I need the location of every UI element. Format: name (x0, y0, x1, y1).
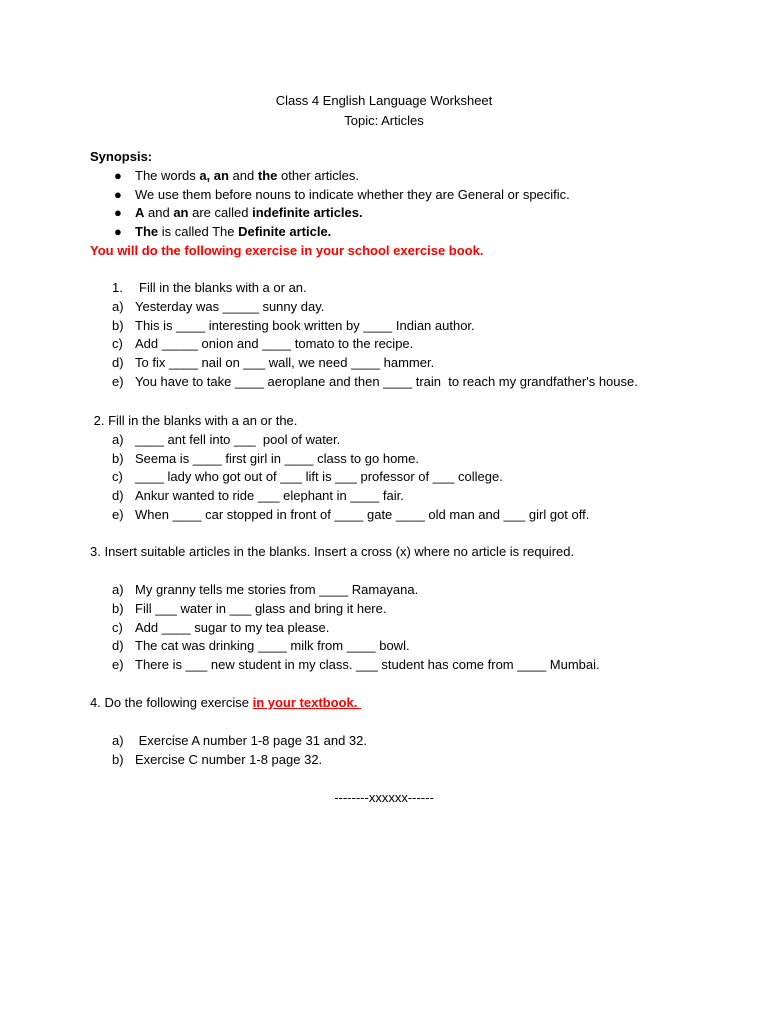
bullet-text: We use them before nouns to indicate whether they are General or specific. (135, 186, 570, 202)
synopsis-bullet-1 (90, 167, 750, 186)
question-4-items (90, 732, 750, 770)
item-text: Exercise A number 1-8 page 31 and 32. (135, 733, 367, 748)
bullet-text: other articles. (277, 167, 360, 183)
item-text: You have to take ____ aeroplane and then ____ train to reach my grandfather's house. (135, 373, 638, 389)
bullet-text: The words (135, 167, 200, 183)
bullet-text-bold: indefinite articles. (252, 205, 363, 221)
worksheet-header (0, 91, 768, 131)
item-letter: a) (112, 431, 124, 447)
question-2 (90, 412, 750, 525)
item-text: ____ ant fell into ___ pool of water. (135, 431, 341, 447)
bullet-text-bold: a, an (199, 167, 229, 183)
item-text: Yesterday was _____ sunny day. (135, 298, 325, 314)
item-letter: b) (112, 450, 124, 466)
end-separator: --------xxxxxx------ (334, 790, 434, 805)
question-1 (90, 279, 750, 392)
list-item (90, 600, 750, 619)
item-letter: e) (112, 373, 124, 389)
bullet-text-bold: The (135, 224, 159, 240)
item-text: Ankur wanted to ride ___ elephant in ____ fair. (135, 488, 404, 504)
bullet-icon: ● (114, 224, 122, 240)
list-item (90, 373, 750, 392)
question-2-instruction: 2. Fill in the blanks with a an or the. (90, 413, 298, 428)
item-text: My granny tells me stories from ____ Ramayana. (135, 582, 419, 597)
item-text: Seema is ____ first girl in ____ class to go home. (135, 450, 419, 466)
bullet-text: and (228, 167, 258, 183)
list-item (90, 431, 750, 450)
list-item (90, 751, 750, 770)
bullet-text: are called (188, 205, 253, 221)
item-text: To fix ____ nail on ___ wall, we need ____ hammer. (135, 355, 435, 371)
list-item (90, 487, 750, 506)
list-item (90, 581, 750, 600)
worksheet-title: Class 4 English Language Worksheet (275, 93, 493, 108)
synopsis-bullet-3 (90, 204, 750, 223)
list-item (90, 506, 750, 525)
list-item (90, 335, 750, 354)
list-item (90, 317, 750, 336)
list-item (90, 656, 750, 675)
item-letter: a) (112, 733, 124, 748)
list-item (90, 298, 750, 317)
bullet-text: and (144, 205, 174, 221)
item-text: ____ lady who got out of ___ lift is ___ professor of ___ college. (135, 469, 503, 485)
question-3-instruction: 3. Insert suitable articles in the blanks. Insert a cross (x) where no article is required. (90, 544, 575, 559)
synopsis-heading: Synopsis: (90, 149, 153, 164)
item-letter: d) (112, 488, 124, 504)
synopsis-section (90, 148, 750, 261)
item-letter: b) (112, 751, 124, 767)
question-3 (90, 543, 750, 562)
list-item (90, 354, 750, 373)
exercise-book-notice: You will do the following exercise in your school exercise book. (90, 242, 484, 258)
list-item (90, 450, 750, 469)
item-text: Exercise C number 1-8 page 32. (135, 751, 323, 767)
item-letter: c) (112, 336, 123, 352)
item-letter: a) (112, 298, 124, 314)
item-letter: c) (112, 619, 123, 635)
synopsis-bullet-2 (90, 186, 750, 205)
item-letter: a) (112, 582, 124, 597)
instruction-text: 4. Do the following exercise (90, 695, 253, 710)
list-item (90, 732, 750, 751)
bullet-text-bold: the (257, 167, 278, 183)
item-text: When ____ car stopped in front of ____ gate ____ old man and ___ girl got off. (135, 506, 590, 522)
item-letter: b) (112, 317, 124, 333)
question-4-instruction (90, 694, 750, 713)
instruction-text: Fill in the blanks with a or an. (139, 280, 307, 295)
item-text: Add ____ sugar to my tea please. (135, 619, 330, 635)
item-text: Add _____ onion and ____ tomato to the recipe. (135, 336, 414, 352)
list-item (90, 468, 750, 487)
item-text: The cat was drinking ____ milk from ____ bowl. (135, 638, 410, 654)
textbook-emphasis: in your textbook. (252, 695, 361, 710)
item-letter: c) (112, 469, 123, 485)
list-item (90, 619, 750, 638)
bullet-icon: ● (114, 205, 122, 221)
bullet-text: is called The (158, 224, 239, 240)
question-4 (90, 694, 750, 713)
synopsis-bullet-4 (90, 223, 750, 242)
worksheet-topic: Topic: Articles (344, 113, 424, 128)
question-number: 1. (112, 280, 123, 295)
item-text: There is ___ new student in my class. ___ student has come from ____ Mumbai. (135, 657, 600, 673)
item-letter: b) (112, 600, 124, 616)
question-1-instruction (90, 279, 750, 298)
item-letter: d) (112, 355, 124, 371)
bullet-icon: ● (114, 186, 122, 202)
item-letter: e) (112, 657, 124, 673)
bullet-icon: ● (114, 167, 122, 183)
item-text: This is ____ interesting book written by ____ Indian author. (135, 317, 475, 333)
bullet-text-bold: A (135, 205, 145, 221)
item-letter: e) (112, 506, 124, 522)
bullet-text-bold: an (173, 205, 189, 221)
bullet-text-bold: Definite article. (238, 224, 332, 240)
item-letter: d) (112, 638, 124, 654)
question-3-items (90, 581, 750, 675)
item-text: Fill ___ water in ___ glass and bring it here. (135, 600, 387, 616)
list-item (90, 637, 750, 656)
